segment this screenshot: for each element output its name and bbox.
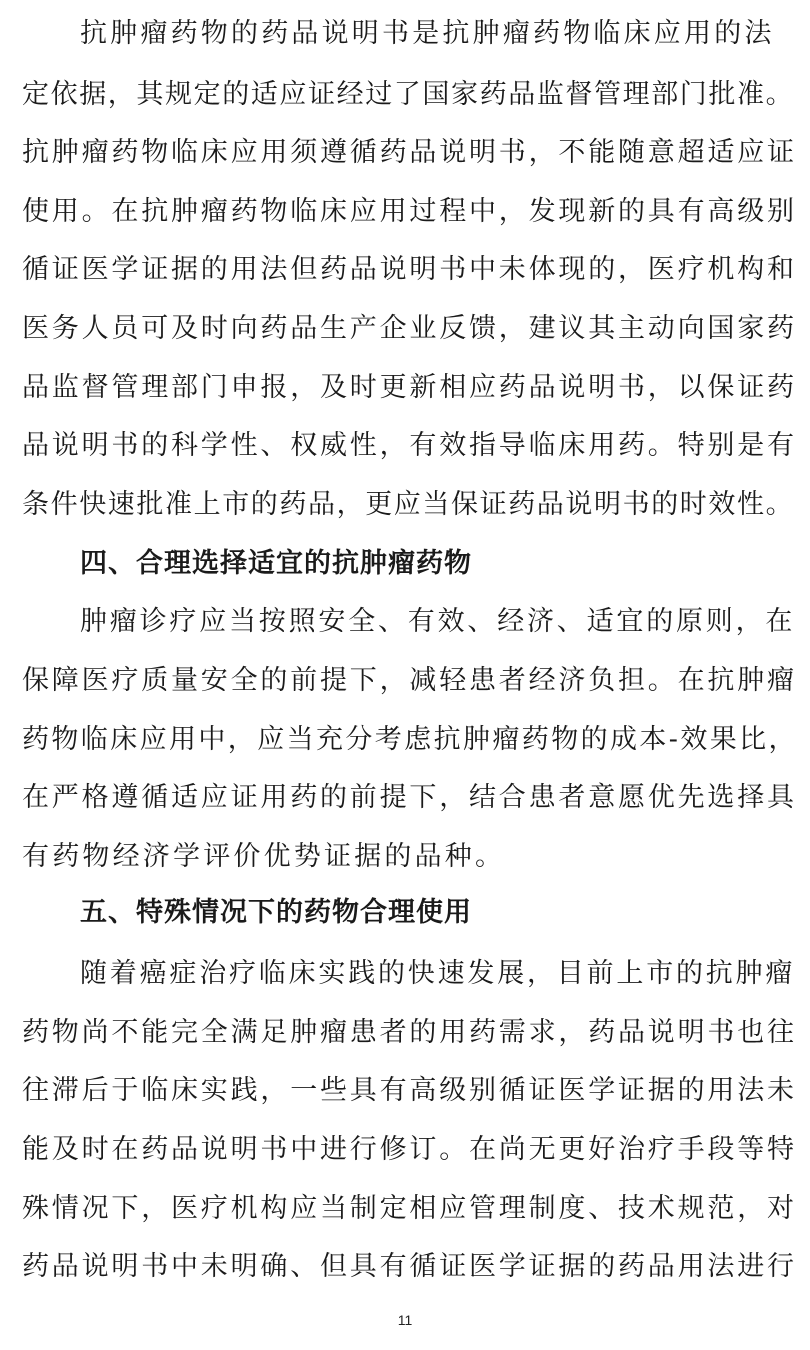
page-number: 11 — [397, 1312, 413, 1328]
paragraph-3-line-5: 殊情况下，医疗机构应当制定相应管理制度、技术规范，对 — [22, 1193, 797, 1224]
paragraph-2-line-1: 肿瘤诊疗应当按照安全、有效、经济、适宜的原则，在 — [80, 606, 796, 637]
paragraph-1-line-9: 条件快速批准上市的药品，更应当保证药品说明书的时效性。 — [22, 489, 795, 520]
paragraph-3-line-2: 药物尚不能完全满足肿瘤患者的用药需求，药品说明书也往 — [22, 1017, 797, 1048]
paragraph-2-line-5: 有药物经济学评价优势证据的品种。 — [22, 841, 506, 872]
paragraph-3-line-4: 能及时在药品说明书中进行修订。在尚无更好治疗手段等特 — [22, 1134, 797, 1165]
paragraph-2-line-4: 在严格遵循适应证用药的前提下，结合患者意愿优先选择具 — [22, 782, 797, 813]
paragraph-1-line-8: 品说明书的科学性、权威性，有效指导临床用药。特别是有 — [22, 430, 797, 461]
paragraph-2-line-3: 药物临床应用中，应当充分考虑抗肿瘤药物的成本-效果比， — [22, 724, 798, 755]
paragraph-1-line-6: 医务人员可及时向药品生产企业反馈，建议其主动向国家药 — [22, 313, 797, 344]
paragraph-1-line-4: 使用。在抗肿瘤药物临床应用过程中，发现新的具有高级别 — [22, 196, 797, 227]
paragraph-3-line-6: 药品说明书中未明确、但具有循证医学证据的药品用法进行 — [22, 1251, 797, 1282]
paragraph-1-line-7: 品监督管理部门申报，及时更新相应药品说明书，以保证药 — [22, 372, 797, 403]
paragraph-3-line-1: 随着癌症治疗临床实践的快速发展，目前上市的抗肿瘤 — [80, 958, 796, 989]
paragraph-1-line-2: 定依据，其规定的适应证经过了国家药品监督管理部门批准。 — [22, 79, 795, 110]
section-heading-5: 五、特殊情况下的药物合理使用 — [80, 897, 472, 928]
section-heading-4: 四、合理选择适宜的抗肿瘤药物 — [80, 548, 472, 579]
paragraph-1-line-5: 循证医学证据的用法但药品说明书中未体现的，医疗机构和 — [22, 254, 797, 285]
paragraph-2-line-2: 保障医疗质量安全的前提下，减轻患者经济负担。在抗肿瘤 — [22, 665, 797, 696]
paragraph-1-line-1: 抗肿瘤药物的药品说明书是抗肿瘤药物临床应用的法 — [80, 18, 775, 49]
paragraph-3-line-3: 往滞后于临床实践，一些具有高级别循证医学证据的用法未 — [22, 1075, 797, 1106]
paragraph-1-line-3: 抗肿瘤药物临床应用须遵循药品说明书，不能随意超适应证 — [22, 137, 797, 168]
